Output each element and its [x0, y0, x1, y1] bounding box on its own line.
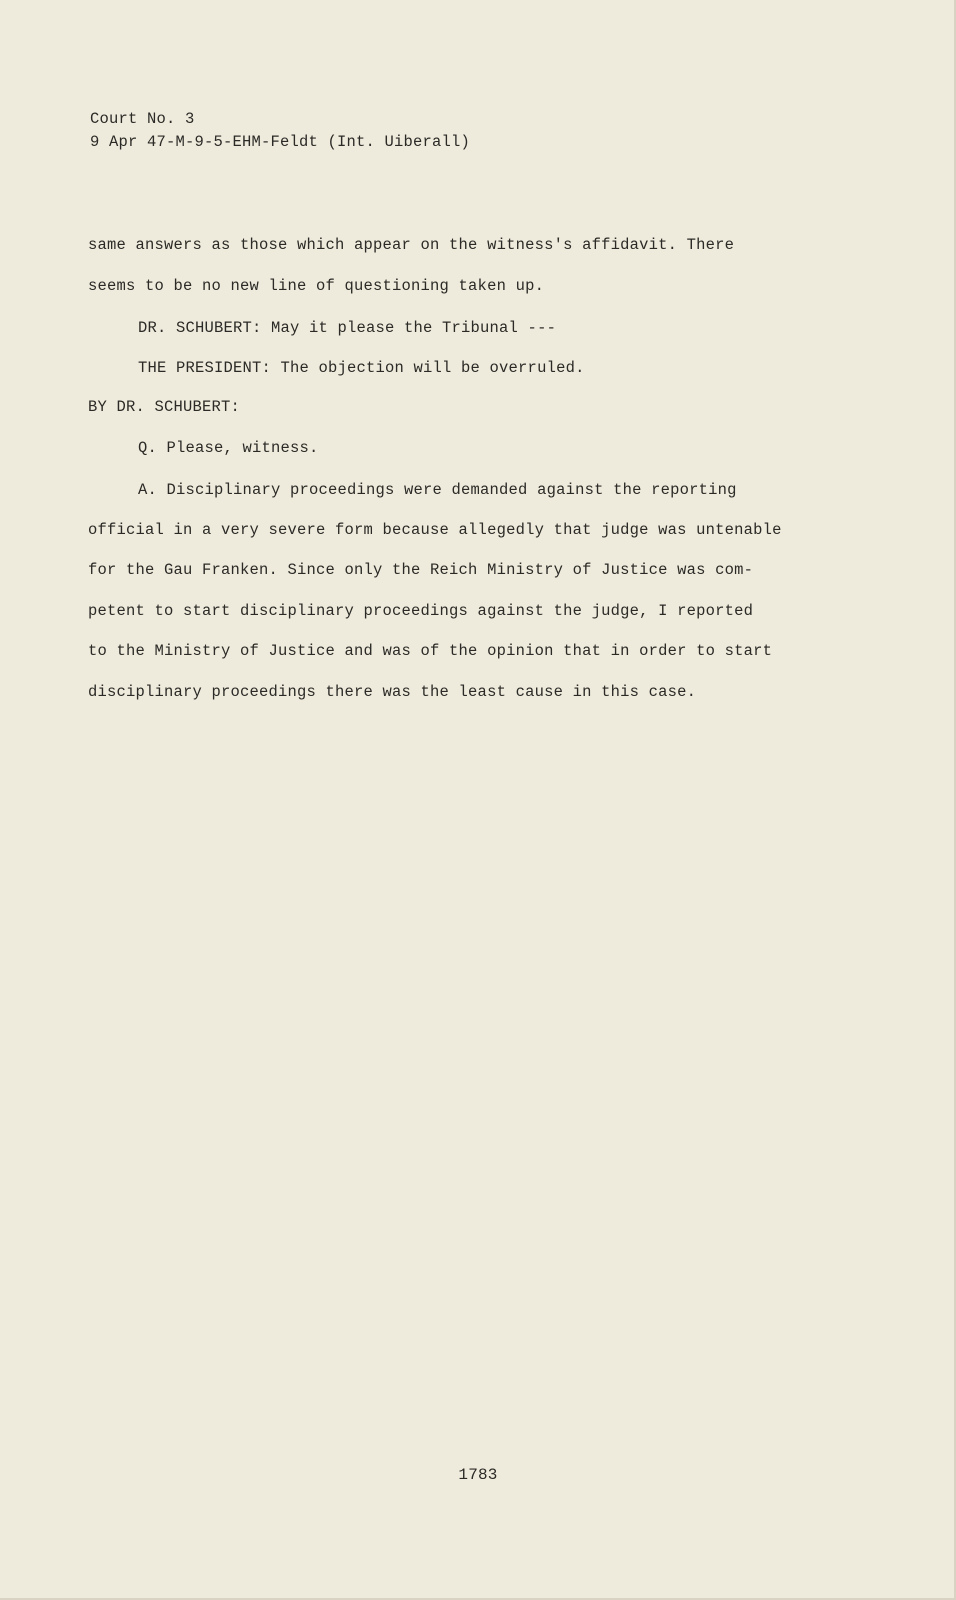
transcript-line: same answers as those which appear on the witness's affidavit. There: [88, 236, 735, 254]
answer-line: A. Disciplinary proceedings were demanded against the reporting: [138, 481, 737, 499]
transcript-line: official in a very severe form because allegedly that judge was untenable: [88, 521, 782, 539]
transcript-line: disciplinary proceedings there was the least cause in this case.: [88, 683, 697, 701]
court-number: Court No. 3: [90, 110, 195, 128]
examination-heading: BY DR. SCHUBERT:: [88, 398, 241, 416]
transcript-line: petent to start disciplinary proceedings against the judge, I reported: [88, 602, 754, 620]
speaker-line-president: THE PRESIDENT: The objection will be overruled.: [138, 359, 585, 377]
transcript-line: for the Gau Franken. Since only the Reich Ministry of Justice was com-: [88, 561, 754, 579]
transcript-line: to the Ministry of Justice and was of the opinion that in order to start: [88, 642, 773, 660]
page-number: 1783: [458, 1466, 498, 1484]
transcript-line: seems to be no new line of questioning taken up.: [88, 277, 545, 295]
question-line: Q. Please, witness.: [138, 439, 319, 457]
speaker-line-schubert: DR. SCHUBERT: May it please the Tribunal ---: [138, 319, 557, 337]
session-reference: 9 Apr 47-M-9-5-EHM-Feldt (Int. Uiberall): [90, 133, 471, 151]
